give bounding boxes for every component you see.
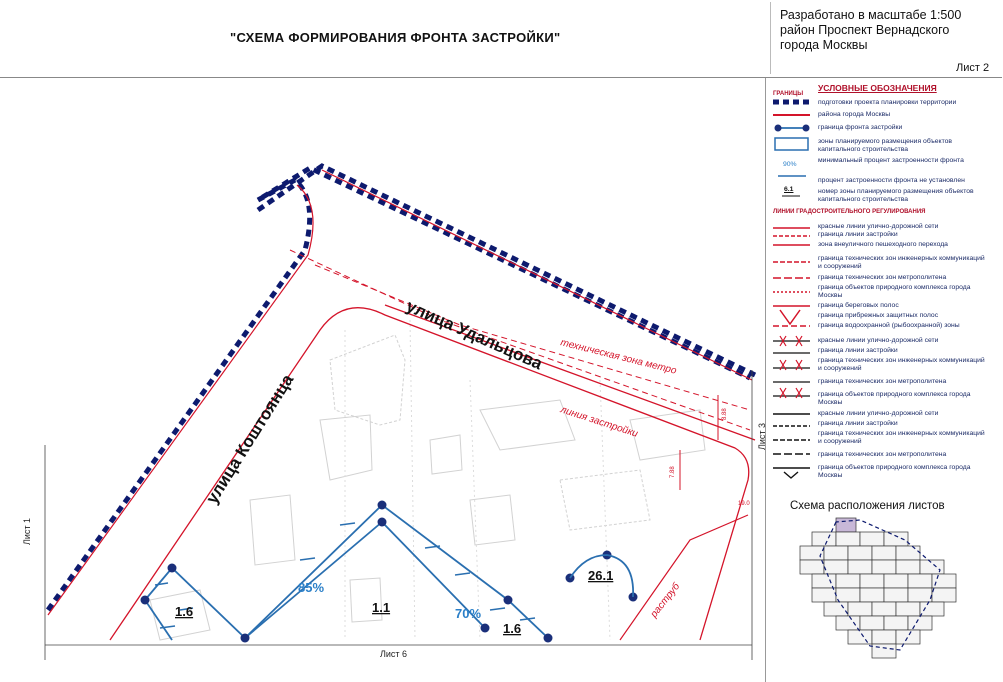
background-lines [345, 320, 610, 640]
legend-no-percent: процент застроенности фронта не установлен [818, 177, 965, 184]
front-lines [145, 505, 548, 640]
legend-percent-sample: 90% [783, 161, 797, 168]
legend-g3-nature: граница объектов природного комплекса города Москвы [818, 464, 971, 479]
planning-boundary [48, 168, 750, 610]
legend-g1-engineering: граница технических зон инженерных коммуникаций и сооружений [818, 255, 985, 270]
street-koshtoyantsa: улица Коштоянца [202, 370, 298, 508]
sheet-layout-title: Схема расположения листов [790, 500, 945, 512]
city-line: города Москвы [780, 38, 868, 52]
district-line: район Проспект Вернадского [780, 23, 950, 37]
percent-70: 70% [455, 606, 482, 621]
street-udaltsova: улица Удальцова [403, 296, 546, 374]
sheet-label-6: Лист 6 [380, 649, 408, 659]
metro-zone-label: техническая зона метро [559, 337, 678, 377]
legend-g2-nature: граница объектов природного комплекса города Москвы [818, 391, 971, 406]
rastrub-line [620, 515, 748, 640]
legend-g1-nature: граница объектов природного комплекса города Москвы [818, 284, 971, 299]
background-buildings [150, 335, 705, 640]
legend-g3-metro: граница технических зон метрополитена [818, 451, 947, 458]
legend-section-lines: ЛИНИИ ГРАДОСТРОИТЕЛЬНОГО РЕГУЛИРОВАНИЯ [773, 209, 926, 215]
legend-front-boundary: граница фронта застройки [818, 124, 903, 131]
legend-g3-red-lines: красные линии улично-дорожной сети [818, 410, 939, 417]
legend-g1-water: граница водоохранной (рыбоохранной) зоны [818, 322, 960, 329]
front-nodes [141, 501, 638, 643]
zone-label-1-6-right: 1.6 [503, 621, 522, 636]
legend-g1-protective: граница прибрежных защитных полос [818, 312, 939, 319]
legend-min-percent: минимальный процент застроенности фронта [818, 157, 964, 164]
legend-g2-red-lines: красные линии улично-дорожной сети [818, 337, 939, 344]
legend-g3-build-line: граница линии застройки [818, 420, 898, 427]
legend-g2-engineering: граница технических зон инженерных коммуникаций и сооружений [818, 357, 985, 372]
rastrub-label: раструб [648, 581, 683, 620]
legend-g2-metro: граница технических зон метрополитена [818, 378, 947, 385]
metro-zone-line [315, 265, 750, 410]
sheet-label-1: Лист 1 [22, 517, 32, 545]
legend-district-boundary: района города Москвы [818, 111, 891, 118]
legend-section-boundaries: ГРАНИЦЫ [773, 91, 804, 97]
percent-85: 85% [298, 580, 325, 595]
zone-label-26-1: 26.1 [588, 568, 614, 583]
legend-zone-number-sample: 6.1 [784, 186, 794, 193]
legend-g3-engineering: граница технических зон инженерных коммуникаций и сооружений [818, 430, 985, 445]
sheet-number: Лист 2 [956, 62, 990, 74]
red-line-street [110, 308, 749, 640]
zone-label-1-1: 1.1 [372, 600, 391, 615]
dim-label-1: 8.88 [722, 408, 728, 420]
legend-g1-shore: граница береговых полос [818, 302, 899, 309]
legend-g1-pedestrian: зона внеуличного пешеходного перехода [818, 241, 948, 248]
legend-g1-metro: граница технических зон метрополитена [818, 274, 947, 281]
scale-line: Разработано в масштабе 1:500 [780, 8, 962, 22]
red-line-outer [48, 170, 752, 615]
legend-zone-number: номер зоны планируемого размещения объектов капитального строительства [818, 188, 974, 203]
build-line-label: линия застройки [559, 404, 640, 440]
zone-label-1-6-left: 1.6 [175, 604, 194, 619]
legend-g1-build-line: граница линии застройки [818, 231, 898, 238]
page-title: "СХЕМА ФОРМИРОВАНИЯ ФРОНТА ЗАСТРОЙКИ" [230, 30, 561, 45]
sheet-label-3: Лист 3 [757, 422, 767, 450]
legend-zones: зоны планируемого размещения объектов капитального строительства [818, 138, 953, 153]
legend-g2-build-line: граница линии застройки [818, 347, 898, 354]
legend-planning-boundary: подготовки проекта планировки территории [818, 99, 957, 106]
legend-g1-red-lines: красные линии улично-дорожной сети [818, 223, 939, 230]
dim-label-3: 19.0 [738, 501, 750, 507]
header-info [780, 8, 961, 53]
dim-label-2: 7.88 [670, 466, 676, 478]
build-line [290, 250, 750, 430]
legend-title: УСЛОВНЫЕ ОБОЗНАЧЕНИЯ [818, 83, 937, 93]
